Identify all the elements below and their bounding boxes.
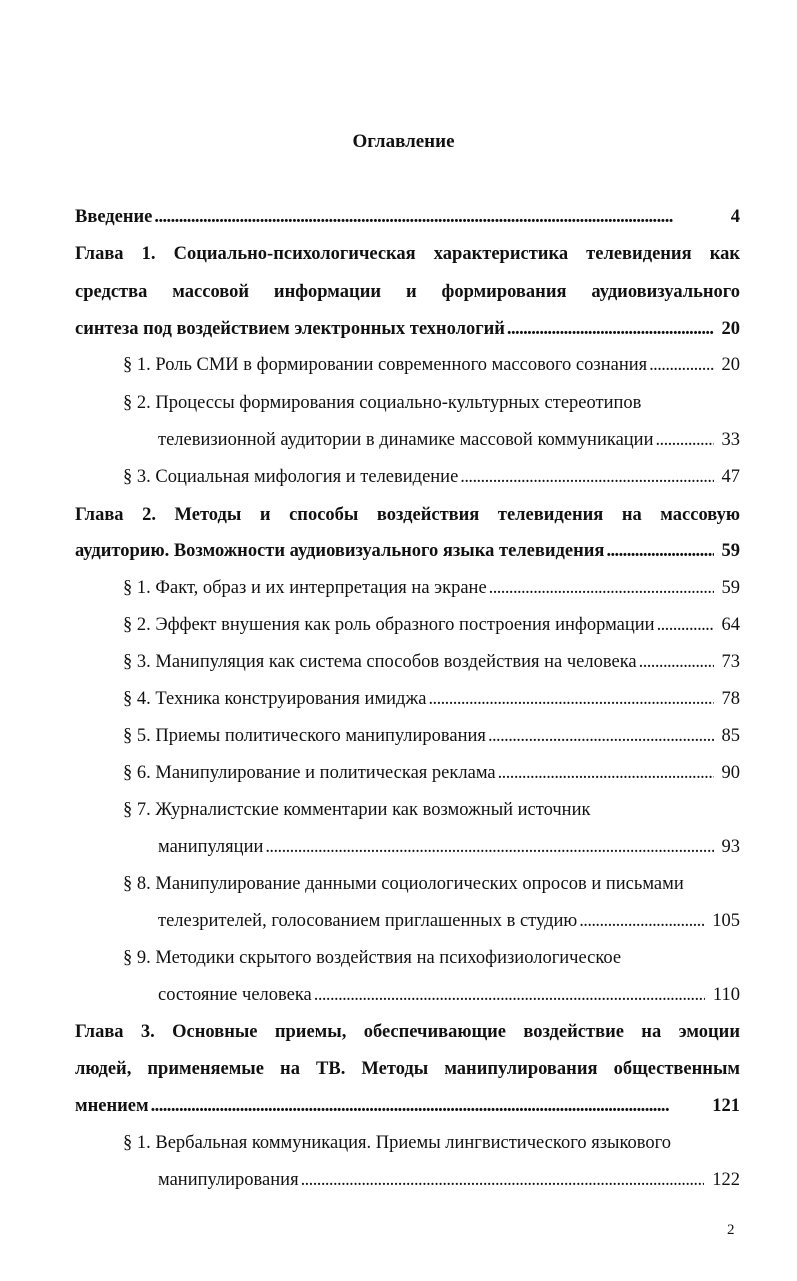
toc-entry-label: § 3. Манипуляция как система способов воздействия на человека <box>123 652 637 672</box>
page-title: Оглавление <box>352 131 455 152</box>
toc-entry-label: манипуляции <box>158 837 264 857</box>
leader-dots <box>507 314 714 344</box>
toc-page-number: 110 <box>712 985 740 1005</box>
page-number: 2 <box>727 1222 735 1238</box>
leader-dots <box>579 906 704 936</box>
toc-page-number: 20 <box>721 355 740 375</box>
toc-entry-label: § 3. Социальная мифология и телевидение <box>123 467 459 487</box>
toc-entry-label: § 2. Эффект внушения как роль образного построения информации <box>123 615 655 635</box>
leader-dots <box>649 350 713 380</box>
toc-entry-label: аудиторию. Возможности аудиовизуального языка телевидения <box>75 541 605 561</box>
toc-entry-label: § 5. Приемы политического манипулирования <box>123 726 486 746</box>
leader-dots <box>428 684 713 714</box>
leader-dots <box>301 1165 705 1195</box>
toc-ch1-section2-line2[interactable] <box>158 425 740 455</box>
toc-chapter3-line1[interactable]: Глава 3. Основные приемы, обеспечивающие воздействие на эмоции <box>75 1022 740 1042</box>
toc-ch2-section7-line1[interactable]: § 7. Журналистские комментарии как возможный источник <box>123 800 591 820</box>
toc-ch2-section3[interactable] <box>123 647 740 677</box>
toc-entry-label: § 1. Факт, образ и их интерпретация на экране <box>123 578 487 598</box>
toc-intro[interactable] <box>75 202 740 232</box>
leader-dots <box>460 462 713 492</box>
leader-dots <box>489 573 714 603</box>
toc-page-number: 78 <box>721 689 740 709</box>
toc-entry-label: мнением <box>75 1096 149 1116</box>
toc-page-number: 4 <box>730 207 740 227</box>
toc-chapter1-line1[interactable]: Глава 1. Социально-психологическая характеристика телевидения как <box>75 244 740 264</box>
toc-entry-label: телевизионной аудитории в динамике массовой коммуникации <box>158 430 654 450</box>
leader-dots <box>657 610 714 640</box>
toc-entry-label: § 6. Манипулирование и политическая реклама <box>123 763 496 783</box>
toc-chapter3-line2[interactable]: людей, применяемые на ТВ. Методы манипулирования общественным <box>75 1059 740 1079</box>
toc-entry-label: Введение <box>75 207 153 227</box>
toc-page-number: 20 <box>721 319 740 339</box>
toc-chapter2-line2[interactable] <box>75 536 740 566</box>
toc-entry-label: § 1. Роль СМИ в формировании современного массового сознания <box>123 355 648 375</box>
leader-dots <box>606 536 713 566</box>
toc-entry-label: § 4. Техника конструирования имиджа <box>123 689 427 709</box>
toc-chapter3-line3[interactable] <box>75 1091 740 1121</box>
leader-dots <box>639 647 714 677</box>
toc-chapter1-line2[interactable]: средства массовой информации и формирования аудиовизуального <box>75 282 740 302</box>
toc-page-number: 93 <box>721 837 740 857</box>
toc-page-number: 59 <box>721 541 740 561</box>
leader-dots <box>655 425 713 455</box>
toc-page-number: 122 <box>712 1170 740 1190</box>
leader-dots <box>488 721 714 751</box>
toc-ch2-section6[interactable] <box>123 758 740 788</box>
toc-page-number: 73 <box>721 652 740 672</box>
toc-page-number: 121 <box>712 1096 740 1116</box>
toc-entry-label: манипулирования <box>158 1170 299 1190</box>
leader-dots <box>314 980 705 1010</box>
toc-ch2-section7-line2[interactable] <box>158 832 740 862</box>
toc-chapter2-line1[interactable]: Глава 2. Методы и способы воздействия телевидения на массовую <box>75 505 740 525</box>
toc-ch2-section8-line2[interactable] <box>158 906 740 936</box>
toc-page-number: 33 <box>721 430 740 450</box>
toc-page-number: 59 <box>721 578 740 598</box>
toc-ch2-section8-line1[interactable]: § 8. Манипулирование данными социологических опросов и письмами <box>123 874 684 894</box>
toc-ch2-section9-line1[interactable]: § 9. Методики скрытого воздействия на психофизиологическое <box>123 948 622 968</box>
toc-page-number: 64 <box>721 615 740 635</box>
toc-ch3-section1-line2[interactable] <box>158 1165 740 1195</box>
toc-ch2-section2[interactable] <box>123 610 740 640</box>
toc-ch2-section1[interactable] <box>123 573 740 603</box>
leader-dots <box>154 202 722 232</box>
toc-ch2-section9-line2[interactable] <box>158 980 740 1010</box>
toc-chapter1-line3[interactable] <box>75 314 740 344</box>
leader-dots <box>151 1091 705 1121</box>
toc-entry-label: телезрителей, голосованием приглашенных в студию <box>158 911 578 931</box>
toc-ch2-section4[interactable] <box>123 684 740 714</box>
toc-entry-label: состояние человека <box>158 985 312 1005</box>
toc-ch3-section1-line1[interactable]: § 1. Вербальная коммуникация. Приемы лингвистического языкового <box>123 1133 671 1153</box>
toc-page-number: 90 <box>721 763 740 783</box>
toc-ch1-section3[interactable] <box>123 462 740 492</box>
toc-ch1-section2-line1[interactable]: § 2. Процессы формирования социально-культурных стереотипов <box>123 393 642 413</box>
leader-dots <box>498 758 714 788</box>
toc-page-number: 47 <box>721 467 740 487</box>
toc-page-number: 105 <box>712 911 740 931</box>
toc-ch1-section1[interactable] <box>123 350 740 380</box>
toc-entry-label: синтеза под воздействием электронных технологий <box>75 319 505 339</box>
toc-page-number: 85 <box>721 726 740 746</box>
toc-ch2-section5[interactable] <box>123 721 740 751</box>
leader-dots <box>265 832 713 862</box>
